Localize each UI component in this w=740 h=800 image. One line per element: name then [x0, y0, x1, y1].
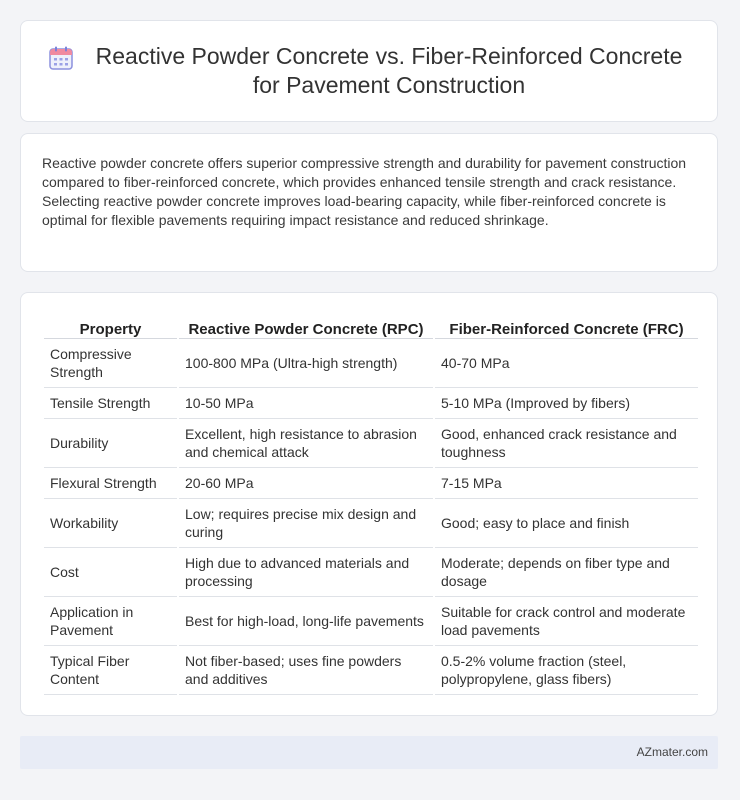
- footer-brand: AZmater.com: [636, 745, 708, 759]
- frc-cell: 5-10 MPa (Improved by fibers): [435, 388, 698, 419]
- table-row: [44, 419, 698, 468]
- frc-cell: Good, enhanced crack resistance and toughness: [435, 419, 698, 468]
- table-row: [44, 597, 698, 646]
- rpc-cell: High due to advanced materials and processing: [179, 548, 433, 597]
- frc-cell: Suitable for crack control and moderate load pavements: [435, 597, 698, 646]
- rpc-cell: 20-60 MPa: [179, 468, 433, 499]
- page-title: Reactive Powder Concrete vs. Fiber-Reinforced Concrete for Pavement Construction: [95, 43, 683, 98]
- table-row: [44, 339, 698, 388]
- property-cell: Durability: [44, 419, 177, 468]
- table-row: [44, 388, 698, 419]
- rpc-cell: Excellent, high resistance to abrasion and chemical attack: [179, 419, 433, 468]
- rpc-cell: Not fiber-based; uses fine powders and additives: [179, 646, 433, 695]
- table-row: [44, 646, 698, 695]
- rpc-cell: 100-800 MPa (Ultra-high strength): [179, 339, 433, 388]
- property-cell: Application in Pavement: [44, 597, 177, 646]
- comparison-table: [42, 314, 700, 695]
- rpc-cell: Best for high-load, long-life pavements: [179, 597, 433, 646]
- comparison-table-card: [20, 292, 718, 716]
- table-row: [44, 499, 698, 548]
- property-cell: Flexural Strength: [44, 468, 177, 499]
- column-header: Fiber-Reinforced Concrete (FRC): [435, 314, 698, 339]
- frc-cell: Moderate; depends on fiber type and dosage: [435, 548, 698, 597]
- footer: [20, 736, 718, 769]
- table-header-row: [44, 314, 698, 339]
- frc-cell: 0.5-2% volume fraction (steel, polypropylene, glass fibers): [435, 646, 698, 695]
- property-cell: Workability: [44, 499, 177, 548]
- property-cell: Tensile Strength: [44, 388, 177, 419]
- column-header: Reactive Powder Concrete (RPC): [179, 314, 433, 339]
- summary-text: Reactive powder concrete offers superior compressive strength and durability for pavement construction compared to fiber-reinforced concrete, which provides enhanced tensile strength and crack resistance. Selecting reactive powder concrete improves load-bearing capacity, while fiber-reinforced concrete is optimal for flexible pavements requiring impact resistance and reduced shrinkage.: [42, 155, 687, 228]
- summary-card: [20, 133, 718, 272]
- table-row: [44, 468, 698, 499]
- column-header: Property: [44, 314, 177, 339]
- property-cell: Cost: [44, 548, 177, 597]
- property-cell: Compressive Strength: [44, 339, 177, 388]
- title-card: [20, 20, 718, 122]
- frc-cell: Good; easy to place and finish: [435, 499, 698, 548]
- rpc-cell: 10-50 MPa: [179, 388, 433, 419]
- frc-cell: 7-15 MPa: [435, 468, 698, 499]
- frc-cell: 40-70 MPa: [435, 339, 698, 388]
- property-cell: Typical Fiber Content: [44, 646, 177, 695]
- rpc-cell: Low; requires precise mix design and curing: [179, 499, 433, 548]
- table-row: [44, 548, 698, 597]
